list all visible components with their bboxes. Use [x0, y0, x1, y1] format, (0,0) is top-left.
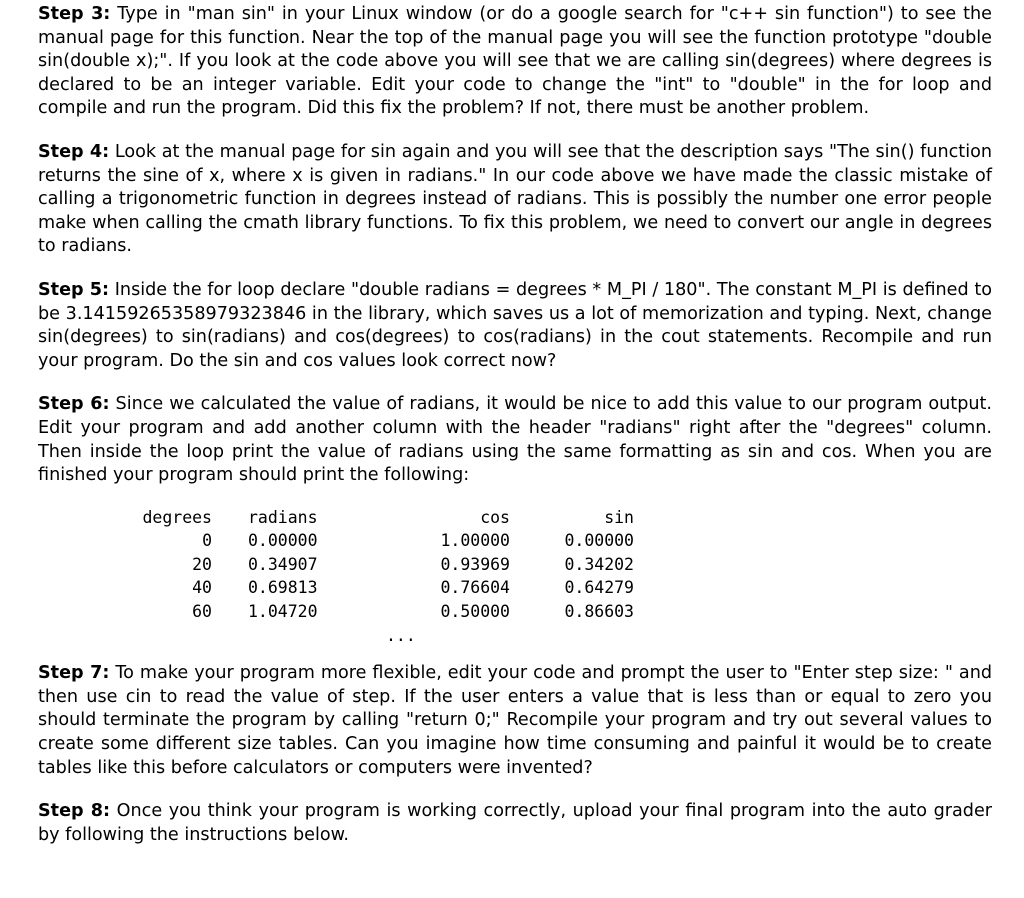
- step-8-text: Once you think your program is working correctly, upload your final program into the auto grader by following the instructions below.: [38, 801, 992, 845]
- cell-radians: 0.34907: [248, 554, 318, 574]
- table-row: [124, 600, 634, 624]
- header-sin: sin: [604, 507, 634, 527]
- step-8: [38, 800, 992, 847]
- header-cos: cos: [480, 507, 510, 527]
- cell-radians: 0.69813: [248, 578, 318, 598]
- cell-degrees: 0: [202, 531, 212, 551]
- program-output-table: [124, 506, 634, 648]
- table-ellipsis: ...: [386, 625, 416, 645]
- table-header-row: [124, 506, 634, 530]
- instructions-document: [38, 3, 992, 867]
- step-3-label: Step 3:: [38, 4, 111, 24]
- step-6: [38, 393, 992, 487]
- cell-radians: 0.00000: [248, 531, 318, 551]
- step-8-label: Step 8:: [38, 801, 111, 822]
- step-7-text: To make your program more flexible, edit your code and prompt the user to "Enter step size: " and then use cin to read the value of step. If the user enters a value that is less than or equal to zero you should terminate the program by calling "return 0;" Recompile your program and try out several values to create some different size tables. Can you imagine how time consuming and painful it would be to create tables like this before calculators or computers were invented?: [38, 663, 993, 778]
- step-3: [38, 3, 992, 121]
- cell-degrees: 20: [192, 554, 212, 574]
- header-degrees: degrees: [142, 507, 212, 527]
- cell-sin: 0.86603: [564, 602, 634, 622]
- cell-sin: 0.34202: [564, 554, 634, 574]
- cell-cos: 0.76604: [440, 578, 510, 598]
- header-radians: radians: [248, 507, 318, 527]
- table-row: [124, 529, 634, 553]
- step-4: [38, 141, 992, 259]
- table-row: [124, 576, 634, 600]
- table-row: [124, 553, 634, 577]
- step-6-text: Since we calculated the value of radians, it would be nice to add this value to our program output. Edit your program and add another column with the header "radians" right after the "degrees" column. Then inside the loop print the value of radians using the same formatting as sin and cos. When you are finished your program should print the following:: [38, 394, 993, 486]
- cell-cos: 0.93969: [440, 554, 510, 574]
- cell-degrees: 60: [192, 602, 212, 622]
- step-5: [38, 279, 992, 373]
- step-4-label: Step 4:: [38, 141, 110, 162]
- cell-cos: 1.00000: [440, 531, 510, 551]
- step-5-text: Inside the for loop declare "double radians = degrees * M_PI / 180". The constant M_PI is defined to be 3.14159265358979323846 in the library, which saves us a lot of memorization and typing. Next, change sin(degrees) to sin(radians) and cos(degrees) to cos(radians) in the cout statements. Recompile and run your program. Do the sin and cos values look correct now?: [38, 279, 992, 371]
- cell-sin: 0.00000: [564, 531, 634, 551]
- cell-cos: 0.50000: [440, 602, 510, 622]
- step-4-text: Look at the manual page for sin again and you will see that the description says "The sin() function returns the sine of x, where x is given in radians." In our code above we have made the classic mistake of calling a trigonometric function in degrees instead of radians. This is possibly the number one error people make when calling the cmath library functions. To fix this problem, we need to convert our angle in degrees to radians.: [38, 141, 993, 257]
- step-7-label: Step 7:: [38, 663, 110, 684]
- table-ellipsis-row: [124, 624, 634, 648]
- step-3-text: Type in "man sin" in your Linux window (or do a google search for "c++ sin function") to see the manual page for this function. Near the top of the manual page you will see the function prototype "double sin(double x);". If you look at the code above you will see that we are calling sin(degrees) where degrees is declared to be an integer variable. Edit your code to change the "int" to "double" in the for loop and compile and run the program. Did this fix the problem? If not, there must be another problem.: [38, 4, 993, 119]
- cell-sin: 0.64279: [564, 578, 634, 598]
- step-5-label: Step 5:: [38, 279, 110, 300]
- cell-degrees: 40: [192, 578, 212, 598]
- step-6-label: Step 6:: [38, 394, 110, 415]
- step-7: [38, 662, 992, 780]
- cell-radians: 1.04720: [248, 602, 318, 622]
